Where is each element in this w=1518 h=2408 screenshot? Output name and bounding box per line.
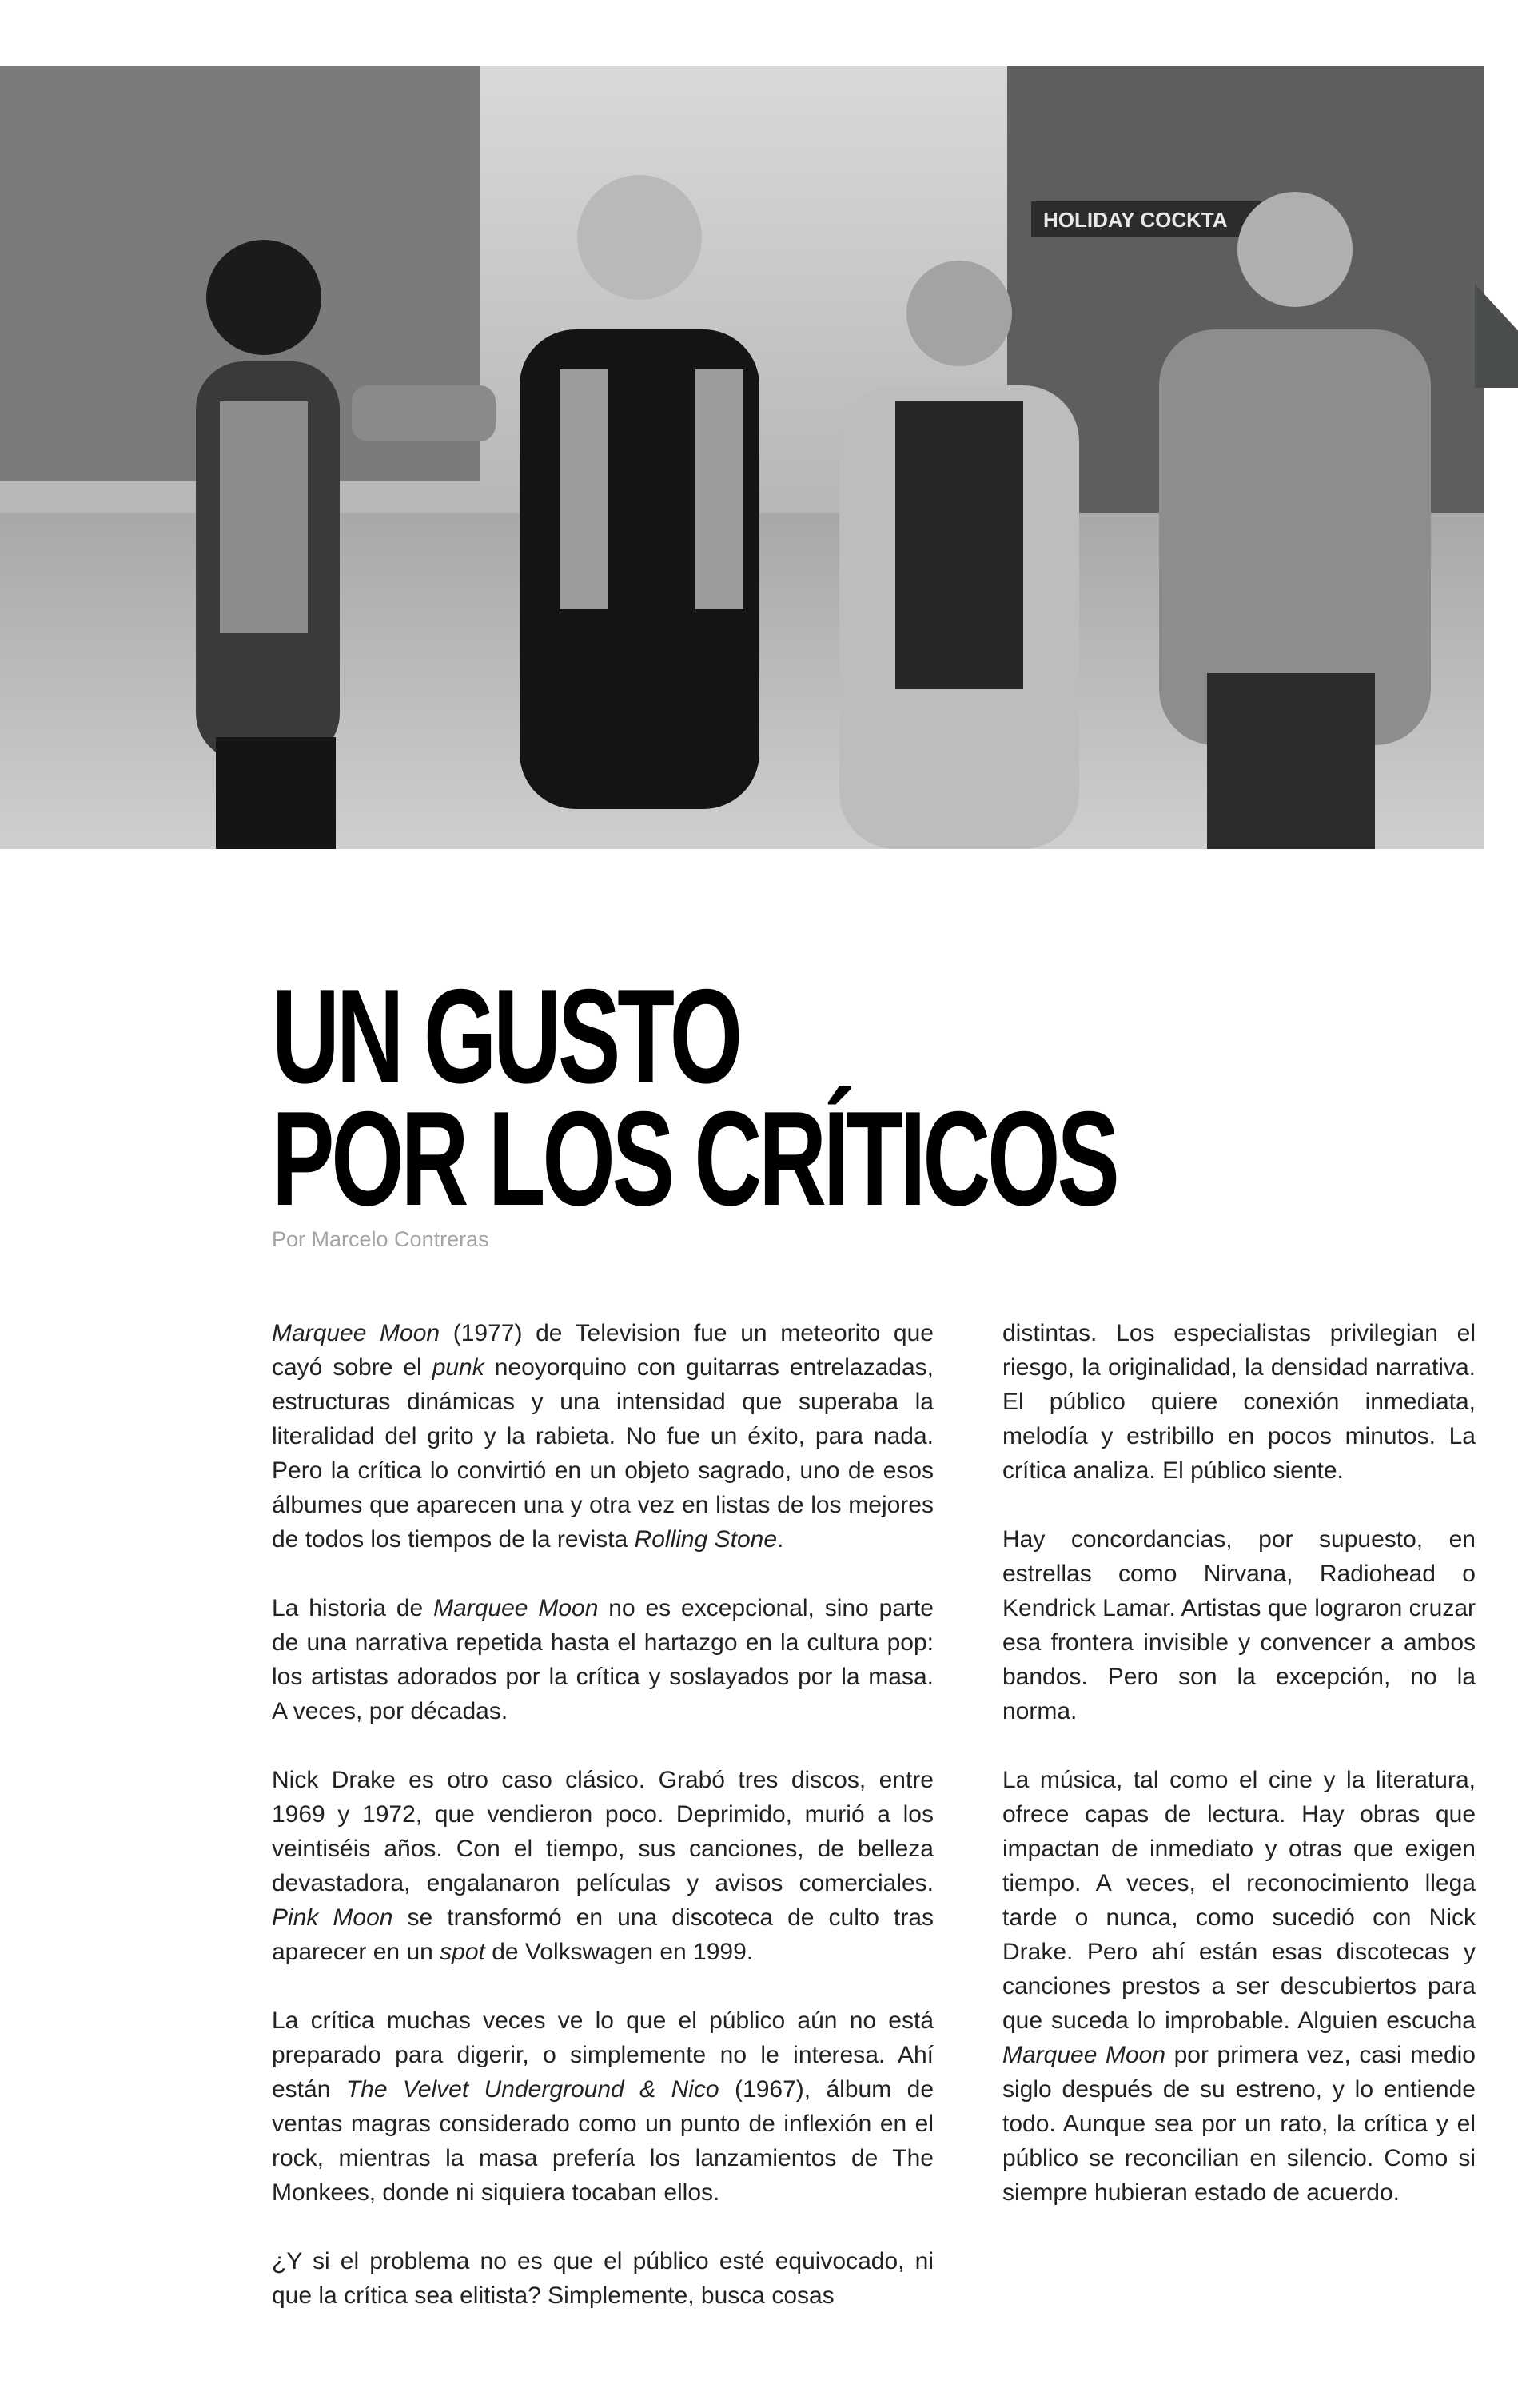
holiday-sign: HOLIDAY COCKTA	[1043, 208, 1228, 232]
title-line-1: UN GUSTO	[272, 961, 739, 1111]
band-photo-illustration	[0, 66, 1484, 849]
title-line-2: POR LOS CRÍTICOS	[272, 1083, 1117, 1234]
band-photo	[0, 66, 1484, 849]
italic-title: spot	[440, 1939, 485, 1965]
paragraph-1: Marquee Moon (1977) de Television fue un meteorito que cayó sobre el punk neoyorquino con guitarras entrelazadas, estructuras dinámicas y una intensidad que superaba la literalidad del grito y la rabieta. No fue un éxito, para nada. Pero la crítica lo convirtió en un objeto sagrado, uno de esos álbumes que aparecen una y otra vez en listas de los mejores de todos los tiempos de la revista Rolling Stone.	[272, 1320, 934, 1553]
italic-title: Marquee Moon	[1002, 2042, 1166, 2068]
paragraph-8: La música, tal como el cine y la literatura, ofrece capas de lectura. Hay obras que impactan de inmediato y otras que exigen tiempo. A veces, el reconocimiento llega tarde o nunca, como sucedió con Nick Drake. Pero ahí están esas discotecas y canciones prestos a ser descubiertos para que suceda lo improbable. Alguien escucha Marquee Moon por primera vez, casi medio siglo después de su estreno, y lo entiende todo. Aunque sea por un rato, la crítica y el público se reconcilian en silencio. Como si siempre hubieran estado de acuerdo.	[1002, 1767, 1476, 2206]
article-title	[272, 961, 1117, 1234]
italic-title: The Velvet Underground & Nico	[345, 2076, 719, 2103]
parked-car	[352, 385, 496, 441]
paragraph-7: Hay concordancias, por supuesto, en estrellas como Nirvana, Radiohead o Kendrick Lamar. Artistas que lograron cruzar esa frontera invisible y convencer a ambos bandos. Pero son la excepción, no la norma.	[1002, 1526, 1476, 1724]
byline: Por Marcelo Contreras	[272, 1227, 489, 1251]
paragraph-6: distintas. Los especialistas privilegian el riesgo, la originalidad, la densidad narrativa. El público quiere conexión inmediata, melodía y estribillo en pocos minutos. La crítica analiza. El público siente.	[1002, 1320, 1476, 1484]
page-tab-marker	[1475, 284, 1518, 388]
italic-title: Rolling Stone	[634, 1526, 778, 1553]
italic-title: Marquee Moon	[272, 1320, 440, 1346]
paragraph-4: La crítica muchas veces ve lo que el público aún no está preparado para digerir, o simplemente no le interesa. Ahí están The Velvet Underground & Nico (1967), álbum de ventas magras considerado como un punto de inflexión en el rock, mientras la masa prefería los lanzamientos de The Monkees, donde ni siquiera tocaban ellos.	[272, 2007, 934, 2206]
paragraph-5: ¿Y si el problema no es que el público esté equivocado, ni que la crítica sea elitista? Simplemente, busca cosas	[272, 2248, 934, 2309]
italic-title: Pink Moon	[272, 1904, 393, 1931]
italic-title: Marquee Moon	[433, 1595, 599, 1621]
right-column	[1002, 1316, 1476, 2244]
paragraph-2: La historia de Marquee Moon no es excepcional, sino parte de una narrativa repetida hasta el hartazgo en la cultura pop: los artistas adorados por la crítica y soslayados por la masa. A veces, por décadas.	[272, 1595, 934, 1724]
italic-title: punk	[432, 1354, 484, 1381]
paragraph-3: Nick Drake es otro caso clásico. Grabó tres discos, entre 1969 y 1972, que vendieron poco. Deprimido, murió a los veintiséis años. Con el tiempo, sus canciones, de belleza devastadora, engalanaron películas y avisos comerciales. Pink Moon se transformó en una discoteca de culto tras aparecer en un spot de Volkswagen en 1999.	[272, 1767, 934, 1965]
left-column	[272, 1316, 934, 2347]
